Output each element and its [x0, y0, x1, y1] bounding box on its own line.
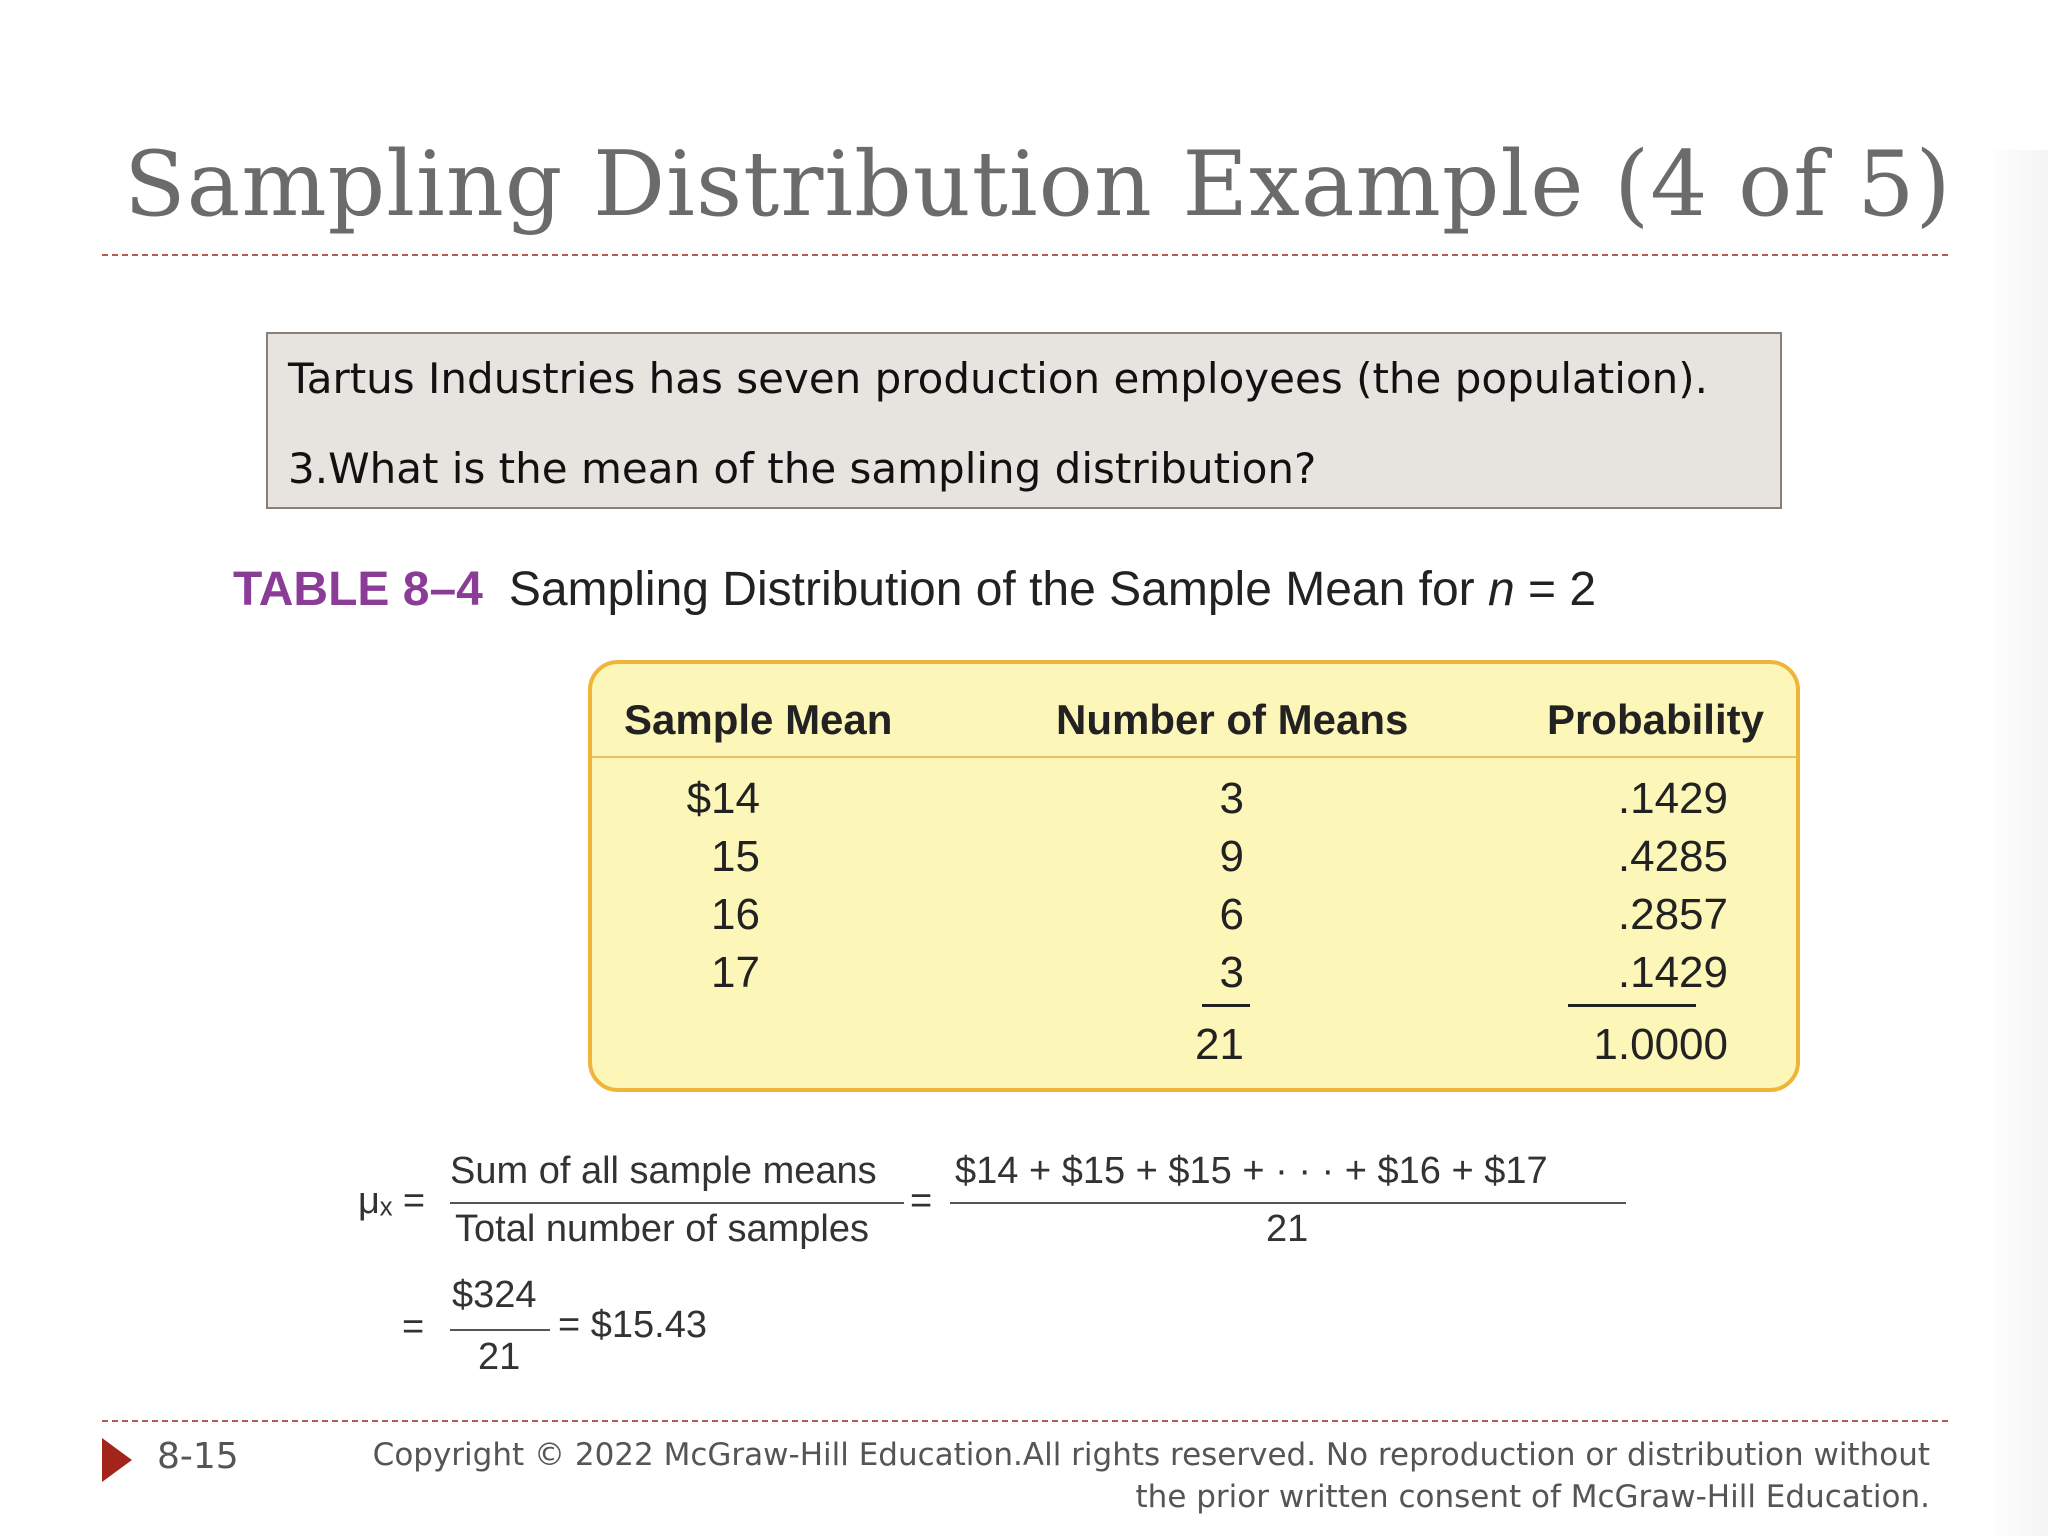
slide-number: 8-15 [157, 1436, 239, 1477]
formula-frac3-bar [450, 1329, 550, 1331]
formula-frac1-denominator: Total number of samples [455, 1208, 869, 1250]
table-cell-count: 3 [1219, 948, 1244, 997]
table-cell-probability: .2857 [1617, 890, 1728, 939]
count-sum-rule [1202, 1004, 1250, 1007]
table-cell-mean: $14 [686, 774, 760, 823]
table-caption-variable: n [1488, 563, 1515, 616]
copyright-notice [330, 1434, 1930, 1518]
table-caption-suffix: = 2 [1514, 563, 1597, 616]
formula-frac3-numerator: $324 [452, 1274, 537, 1316]
table-cell-mean: 17 [711, 948, 760, 997]
slide-title: Sampling Distribution Example (4 of 5) [124, 132, 1952, 237]
table-cell-mean: 15 [711, 832, 760, 881]
question-line-2: 3.What is the mean of the sampling distribution? [288, 444, 1317, 493]
table-cell-mean: 16 [711, 890, 760, 939]
formula-lhs: μₓ = [358, 1180, 426, 1222]
table-cell-probability: .1429 [1617, 774, 1728, 823]
header-number-of-means: Number of Means [1056, 696, 1409, 743]
probability-sum-rule [1568, 1004, 1696, 1007]
question-box [266, 332, 1782, 509]
table-caption [233, 562, 1596, 617]
table-caption-tag: TABLE 8–4 [233, 563, 483, 616]
title-divider [102, 254, 1948, 256]
formula-frac3-denominator: 21 [478, 1336, 521, 1378]
formula-result: = $15.43 [558, 1304, 707, 1346]
copyright-line-2: the prior written consent of McGraw-Hill Education. [1135, 1479, 1930, 1515]
table-cell-count: 3 [1219, 774, 1244, 823]
footer-divider [102, 1420, 1948, 1422]
header-probability: Probability [1546, 696, 1764, 743]
table-cell-probability: .4285 [1617, 832, 1728, 881]
formula-frac1-bar [450, 1202, 904, 1204]
table-caption-text: Sampling Distribution of the Sample Mean for [508, 563, 1488, 616]
formula-frac1-numerator: Sum of all sample means [450, 1150, 877, 1192]
formula-equals: = [910, 1180, 933, 1222]
header-divider [592, 756, 1796, 758]
table-cell-count: 9 [1219, 832, 1244, 881]
formula-frac2-numerator: $14 + $15 + $15 + · · · + $16 + $17 [955, 1150, 1548, 1192]
formula-frac2-bar [950, 1202, 1626, 1204]
copyright-line-1: Copyright © 2022 McGraw-Hill Education.All rights reserved. No reproduction or distribution without [372, 1437, 1930, 1473]
formula-frac2-denominator: 21 [1266, 1208, 1309, 1250]
formula-line2-equals: = [402, 1306, 425, 1348]
sampling-distribution-table [588, 660, 1800, 1092]
table-total-probability: 1.0000 [1593, 1020, 1728, 1069]
slide-side-shade [1985, 150, 2048, 1536]
question-line-1: Tartus Industries has seven production employees (the population). [288, 354, 1708, 403]
play-icon [102, 1438, 132, 1482]
table-cell-probability: .1429 [1617, 948, 1728, 997]
table-total-count: 21 [1195, 1020, 1244, 1069]
header-sample-mean: Sample Mean [624, 696, 893, 743]
table-cell-count: 6 [1219, 890, 1244, 939]
